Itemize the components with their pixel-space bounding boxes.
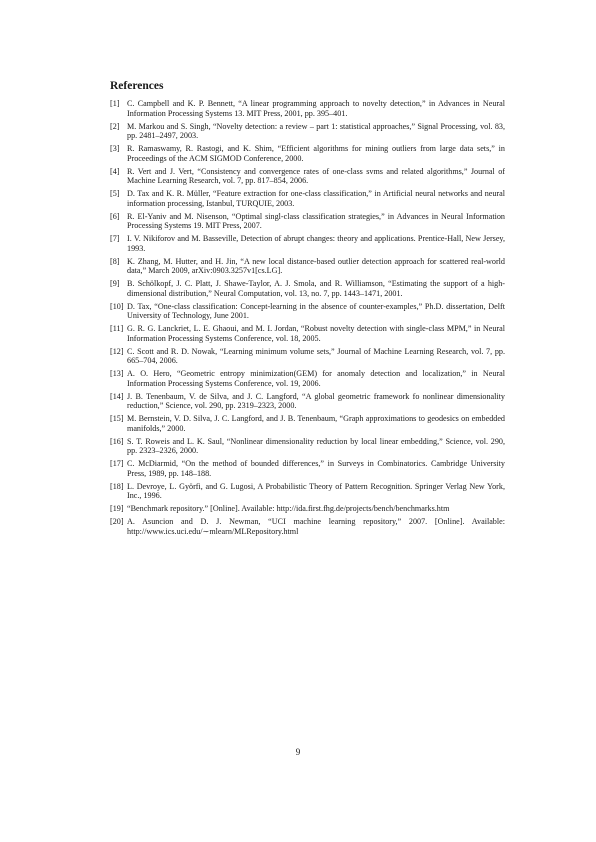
reference-number: [3]	[110, 144, 120, 153]
reference-text: J. B. Tenenbaum, V. de Silva, and J. C. Langford, “A global geometric framework fo nonlinear dimensionality reduction,” Science, vol. 290, pp. 2319–2323, 2000.	[127, 391, 505, 410]
reference-number: [5]	[110, 189, 120, 198]
reference-item	[110, 99, 505, 118]
reference-number: [9]	[110, 279, 120, 288]
reference-number: [20]	[110, 517, 124, 526]
reference-item	[110, 347, 505, 366]
reference-number: [15]	[110, 414, 124, 423]
reference-text: C. McDiarmid, “On the method of bounded differences,” in Surveys in Combinatorics. Cambridge University Press, 1989, pp. 148–188.	[127, 459, 505, 478]
reference-text: D. Tax and K. R. Müller, “Feature extraction for one-class classification,” in Artificial neural networks and neural information processing, Istanbul, TURQUIE, 2003.	[127, 189, 505, 208]
reference-item	[110, 234, 505, 253]
reference-number: [18]	[110, 481, 124, 491]
reference-number: [1]	[110, 99, 120, 108]
reference-number: [16]	[110, 436, 124, 446]
reference-number: [13]	[110, 369, 124, 378]
reference-text: A. Asuncion and D. J. Newman, “UCI machine learning repository,” 2007. [Online]. Available: http://www.ics.uci.edu/∼mlearn/MLRepository.html	[127, 517, 505, 536]
reference-item	[110, 212, 505, 231]
reference-item	[110, 279, 505, 298]
reference-text: S. T. Roweis and L. K. Saul, “Nonlinear dimensionality reduction by local linear embedding,” Science, vol. 290, pp. 2323–2326, 2000.	[127, 436, 505, 455]
reference-item	[110, 414, 505, 433]
reference-item	[110, 189, 505, 208]
reference-number: [12]	[110, 346, 124, 356]
reference-text: G. R. G. Lanckriet, L. E. Ghaoui, and M. I. Jordan, “Robust novelty detection with single-class MPM,” in Neural Information Processing Systems Conference, vol. 18, 2005.	[127, 324, 505, 343]
reference-number: [14]	[110, 391, 124, 401]
reference-item	[110, 482, 505, 501]
reference-text: R. El-Yaniv and M. Nisenson, “Optimal singl-class classification strategies,” in Advances in Neural Information Processing Systems 19. MIT Press, 2007.	[127, 211, 505, 230]
references-heading: References	[110, 80, 164, 92]
reference-text: R. Ramaswamy, R. Rastogi, and K. Shim, “Efficient algorithms for mining outliers from large data sets,” in Proceedings of the ACM SIGMOD Conference, 2000.	[127, 144, 505, 163]
reference-list	[110, 99, 505, 540]
page-number: 9	[295, 747, 301, 757]
reference-number: [8]	[110, 256, 120, 266]
reference-item	[110, 504, 505, 514]
reference-number: [10]	[110, 301, 124, 311]
reference-number: [11]	[110, 324, 124, 333]
reference-text: I. V. Nikiforov and M. Basseville, Detection of abrupt changes: theory and applications. Prentice-Hall, New Jersey, 1993.	[127, 234, 505, 253]
reference-number: [7]	[110, 234, 120, 243]
reference-item	[110, 459, 505, 478]
reference-text: C. Scott and R. D. Nowak, “Learning minimum volume sets,” Journal of Machine Learning Research, vol. 7, pp. 665–704, 2006.	[127, 346, 505, 365]
reference-text: A. O. Hero, “Geometric entropy minimization(GEM) for anomaly detection and localization,” in Neural Information Processing Systems Conference, vol. 19, 2006.	[127, 369, 505, 388]
reference-text: R. Vert and J. Vert, “Consistency and convergence rates of one-class svms and related algorithms,” Journal of Machine Learning Research, vol. 7, pp. 817–854, 2006.	[127, 166, 505, 185]
reference-number: [4]	[110, 166, 120, 176]
reference-text: B. Schölkopf, J. C. Platt, J. Shawe-Taylor, A. J. Smola, and R. Williamson, “Estimating the support of a high-dimensional distribution,” Neural Computation, vol. 13, no. 7, pp. 1443–1471, 2001.	[127, 279, 505, 298]
reference-item	[110, 392, 505, 411]
reference-item	[110, 167, 505, 186]
reference-text: M. Bernstein, V. D. Silva, J. C. Langford, and J. B. Tenenbaum, “Graph approximations to geodesics on embedded manifolds,” 2000.	[127, 414, 505, 433]
reference-number: [19]	[110, 504, 124, 513]
reference-text: L. Devroye, L. Györfi, and G. Lugosi, A Probabilistic Theory of Pattern Recognition. Springer Verlag New York, Inc., 1996.	[127, 481, 505, 500]
reference-item	[110, 302, 505, 321]
reference-item	[110, 257, 505, 276]
reference-text: K. Zhang, M. Hutter, and H. Jin, “A new local distance-based outlier detection approach for scattered real-world data,” March 2009, arXiv:0903.3257v1[cs.LG].	[127, 256, 505, 275]
reference-text: D. Tax, “One-class classification: Concept-learning in the absence of counter-examples,” Ph.D. dissertation, Delft University of Technology, June 2001.	[127, 301, 505, 320]
reference-item	[110, 369, 505, 388]
reference-item	[110, 324, 505, 343]
reference-number: [6]	[110, 211, 120, 221]
reference-item	[110, 144, 505, 163]
reference-item	[110, 517, 505, 536]
reference-text: “Benchmark repository.” [Online]. Available: http://ida.first.fhg.de/projects/bench/benchmarks.htm	[127, 504, 450, 513]
reference-text: C. Campbell and K. P. Bennett, “A linear programming approach to novelty detection,” in Advances in Neural Information Processing Systems 13. MIT Press, 2001, pp. 395–401.	[127, 99, 505, 118]
reference-item	[110, 122, 505, 141]
reference-text: M. Markou and S. Singh, “Novelty detection: a review – part 1: statistical approaches,” Signal Processing, vol. 83, pp. 2481–2497, 2003.	[127, 121, 505, 140]
reference-number: [17]	[110, 459, 124, 468]
reference-number: [2]	[110, 121, 120, 131]
reference-item	[110, 437, 505, 456]
